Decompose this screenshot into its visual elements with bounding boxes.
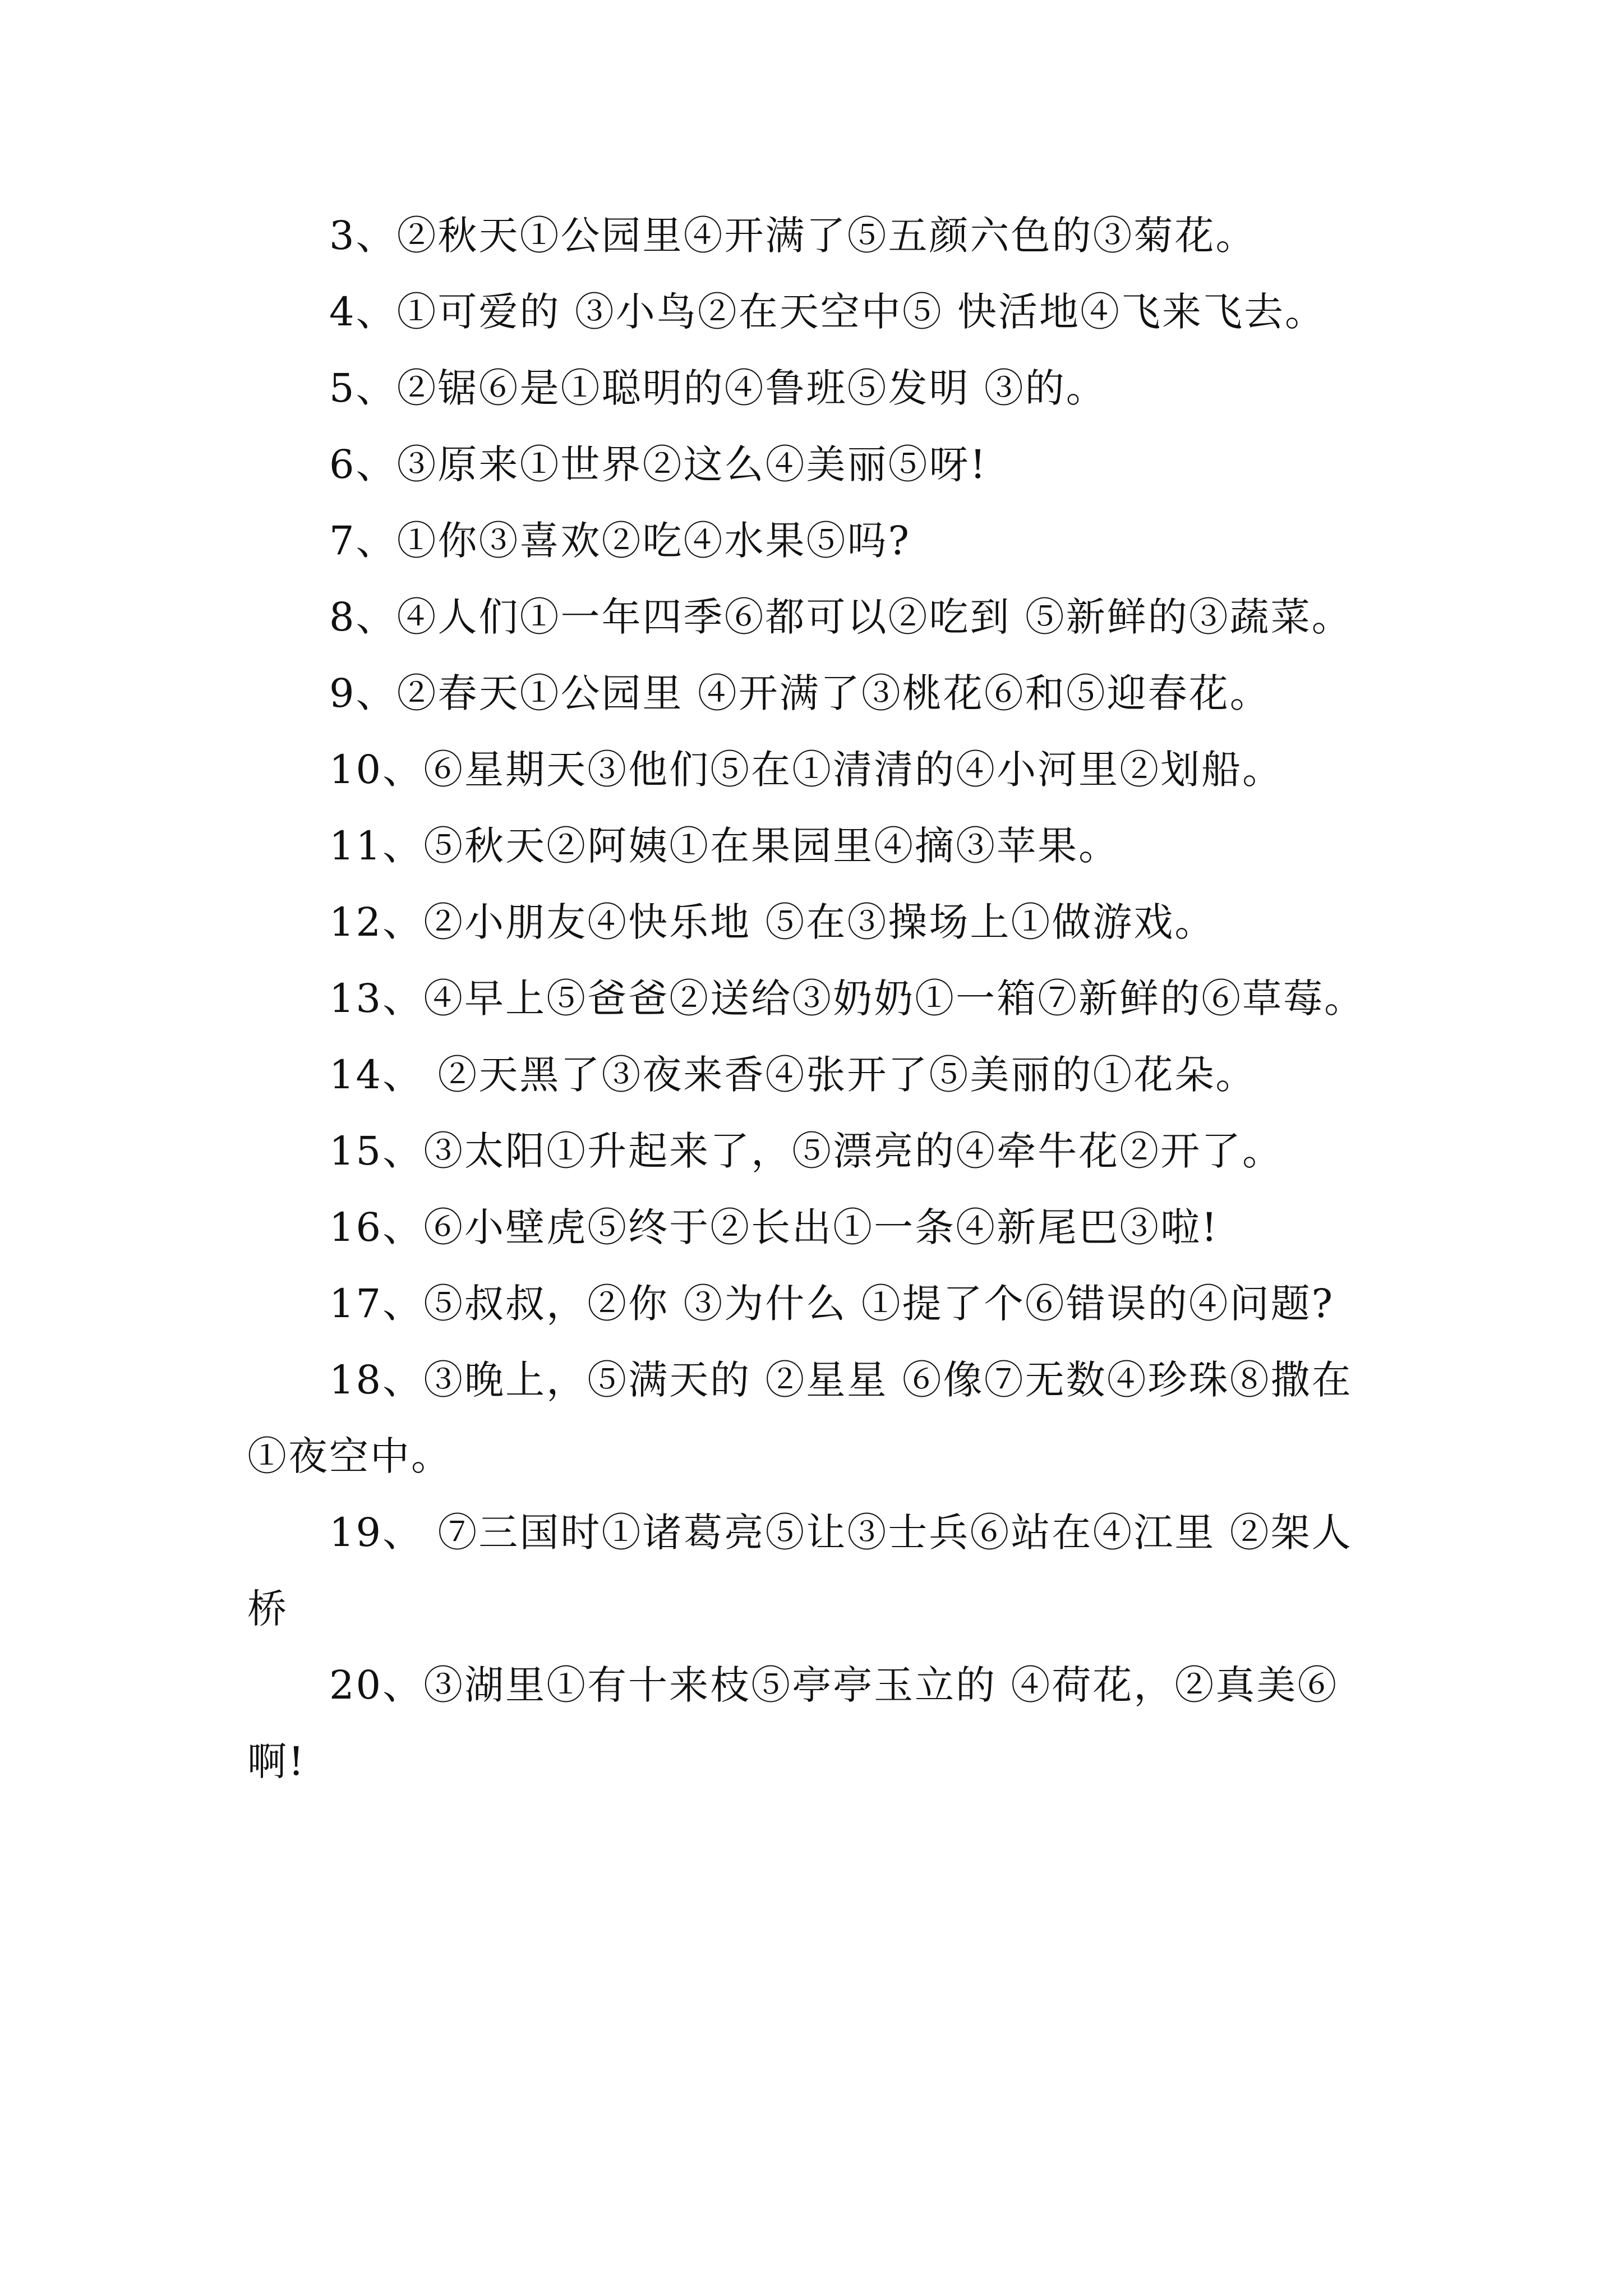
sentence-item: 19、 ⑦三国时①诸葛亮⑤让③士兵⑥站在④江里 ②架人桥	[247, 1510, 1353, 1632]
sentence-item: 12、②小朋友④快乐地 ⑤在③操场上①做游戏。	[329, 899, 1216, 945]
sentence-item: 17、⑤叔叔，②你 ③为什么 ①提了个⑥错误的④问题?	[329, 1281, 1335, 1327]
sentence-item: 6、③原来①世界②这么④美丽⑤呀!	[329, 441, 988, 487]
sentence-item: 15、③太阳①升起来了，⑤漂亮的④牵牛花②开了。	[329, 1128, 1284, 1174]
sentence-item: 9、②春天①公园里 ④开满了③桃花⑥和⑤迎春花。	[329, 670, 1271, 716]
sentence-item: 13、④早上⑤爸爸②送给③奶奶①一箱⑦新鲜的⑥草莓。	[329, 976, 1366, 1022]
sentence-item: 8、④人们①一年四季⑥都可以②吃到 ⑤新鲜的③蔬菜。	[329, 594, 1353, 640]
sentence-item: 3、②秋天①公园里④开满了⑤五颜六色的③菊花。	[329, 213, 1257, 259]
sentence-item: 5、②锯⑥是①聪明的④鲁班⑤发明 ③的。	[329, 365, 1107, 411]
sentence-item: 16、⑥小壁虎⑤终于②长出①一条④新尾巴③啦!	[329, 1204, 1219, 1250]
sentence-item: 14、 ②天黑了③夜来香④张开了⑤美丽的①花朵。	[329, 1052, 1257, 1098]
sentence-item: 10、⑥星期天③他们⑤在①清清的④小河里②划船。	[329, 747, 1284, 793]
sentence-item: 18、③晚上，⑤满天的 ②星星 ⑥像⑦无数④珍珠⑧撒在①夜空中。	[247, 1357, 1353, 1479]
sentence-item: 11、⑤秋天②阿姨①在果园里④摘③苹果。	[329, 823, 1120, 869]
sentence-item: 7、①你③喜欢②吃④水果⑤吗?	[329, 518, 911, 564]
sentence-item: 4、①可爱的 ③小鸟②在天空中⑤ 快活地④飞来飞去。	[329, 289, 1326, 335]
sentence-list	[247, 197, 1391, 1800]
sentence-item: 20、③湖里①有十来枝⑤亭亭玉立的 ④荷花，②真美⑥啊!	[247, 1662, 1339, 1784]
